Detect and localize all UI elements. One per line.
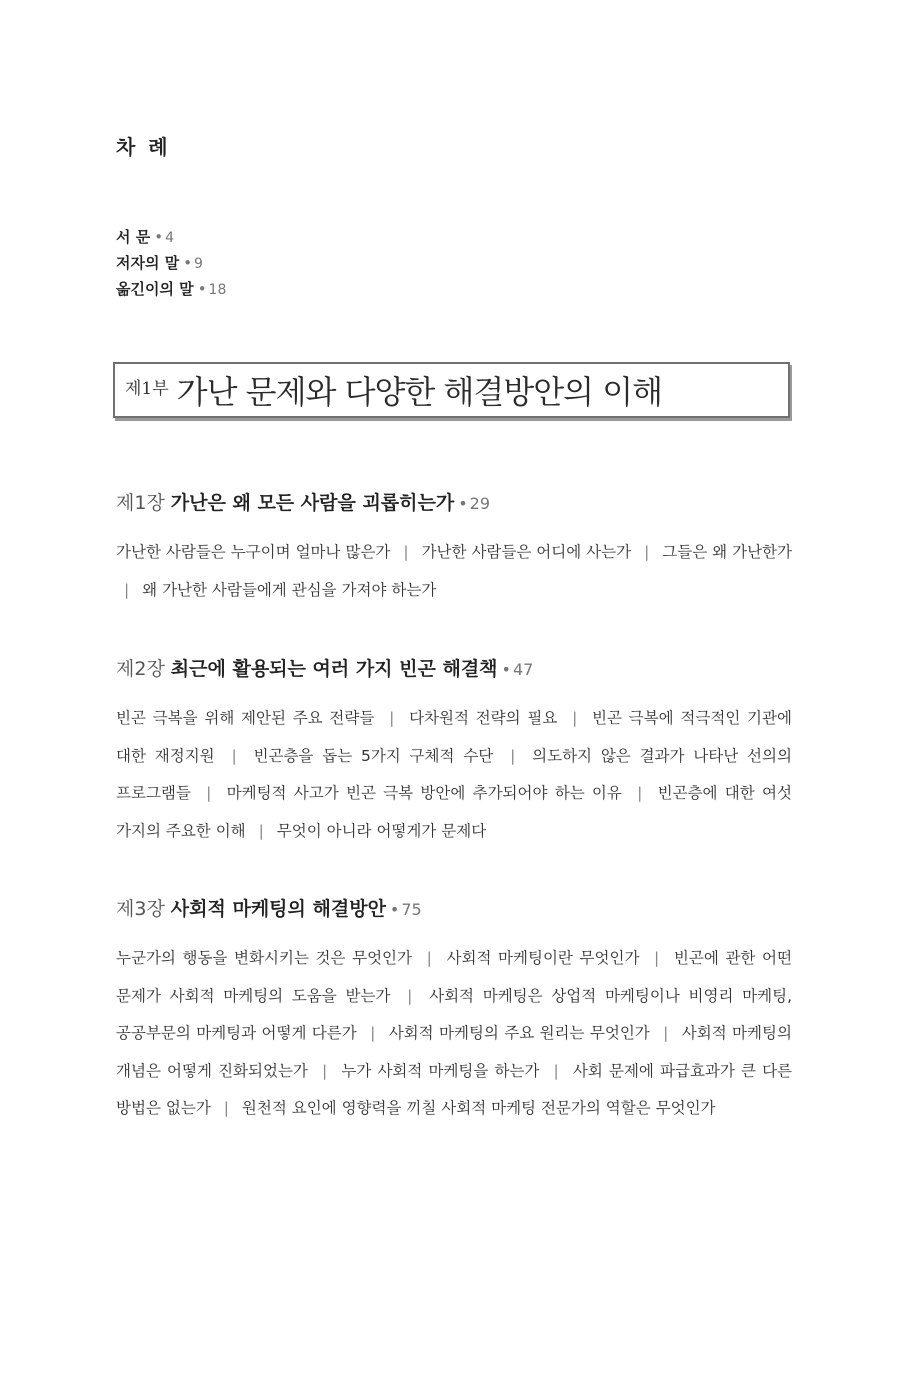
- chapter-label: 제3장: [116, 898, 165, 920]
- bullet-dot-icon: •: [154, 228, 164, 246]
- topic-item: 의도하지 않은 결과가 나타난 선의의 프로그램들: [116, 746, 792, 802]
- separator-bar: |: [258, 821, 264, 840]
- topic-item: 빈곤 극복을 위해 제안된 주요 전략들: [116, 709, 375, 727]
- topic-item: 마케팅적 사고가 빈곤 극복 방안에 추가되어야 하는 이유: [226, 784, 622, 802]
- separator-bar: |: [370, 1024, 376, 1042]
- separator-bar: |: [510, 746, 516, 765]
- front-matter-page: 4: [165, 230, 174, 246]
- bullet-dot-icon: •: [501, 660, 511, 679]
- separator-bar: |: [223, 1099, 229, 1117]
- topic-item: 다차원적 전략의 필요: [409, 709, 558, 727]
- part-label: 제1부: [125, 378, 169, 399]
- separator-bar: |: [322, 1061, 328, 1080]
- separator-bar: |: [389, 709, 395, 727]
- chapter-topics: [116, 534, 792, 609]
- separator-bar: |: [654, 949, 660, 967]
- topic-item: 사회적 마케팅의 주요 원리는 무엇인가: [388, 1024, 650, 1042]
- part-heading-box: [113, 362, 790, 418]
- topic-item: 사회 문제에 파급효과가 큰 다른 방법은 없는가: [116, 1061, 793, 1117]
- topic-item: 빈곤층에 대한 여섯 가지의 주요한 이해: [116, 784, 792, 840]
- bullet-dot-icon: •: [197, 280, 207, 298]
- topic-item: 가난한 사람들은 어디에 사는가: [421, 543, 632, 561]
- chapter-page: 29: [469, 494, 491, 513]
- topic-item: 왜 가난한 사람들에게 관심을 가져야 하는가: [142, 580, 437, 599]
- chapter-page: 75: [401, 900, 422, 919]
- front-matter-item: [116, 250, 226, 276]
- topic-item: 사회적 마케팅이란 무엇인가: [446, 949, 640, 967]
- topic-item: 빈곤 극복에 적극적인 기관에 대한 재정지원: [116, 709, 792, 765]
- front-matter-item: [116, 224, 226, 250]
- chapter-heading: [116, 656, 792, 683]
- topic-item: 빈곤층을 돕는 5가지 구체적 수단: [253, 746, 494, 765]
- separator-bar: |: [553, 1061, 559, 1080]
- bullet-dot-icon: •: [183, 254, 193, 272]
- front-matter-label: 서 문: [116, 228, 151, 246]
- chapter-title: 가난은 왜 모든 사람을 괴롭히는가: [170, 492, 455, 514]
- chapter-page: 47: [512, 660, 534, 679]
- front-matter-item: [116, 276, 226, 302]
- separator-bar: |: [407, 986, 413, 1005]
- front-matter-label: 저자의 말: [116, 254, 180, 272]
- separator-bar: |: [403, 543, 409, 561]
- part-title: 가난 문제와 다양한 해결방안의 이해: [176, 373, 663, 411]
- chapter-heading: [116, 896, 792, 923]
- front-matter-page: 9: [194, 256, 203, 272]
- chapter-1: [116, 490, 792, 609]
- topic-item: 무엇이 아니라 어떻게가 문제다: [276, 821, 487, 840]
- topic-item: 그들은 왜 가난한가: [662, 543, 792, 561]
- chapter-topics: [116, 700, 792, 850]
- topic-item: 원천적 요인에 영향력을 끼칠 사회적 마케팅 전문가의 역할은 무엇인가: [241, 1099, 716, 1117]
- chapter-title: 사회적 마케팅의 해결방안: [170, 898, 386, 920]
- separator-bar: |: [663, 1024, 669, 1042]
- chapter-label: 제1장: [116, 492, 165, 514]
- bullet-dot-icon: •: [389, 900, 400, 919]
- front-matter-list: [116, 224, 226, 302]
- separator-bar: |: [426, 949, 432, 967]
- separator-bar: |: [572, 709, 578, 727]
- separator-bar: |: [637, 784, 643, 802]
- topic-item: 사회적 마케팅은 상업적 마케팅이나 비영리 마케팅, 공공부문의 마케팅과 어떻게 다른가: [116, 986, 793, 1042]
- chapter-heading: [116, 490, 792, 517]
- separator-bar: |: [206, 784, 212, 802]
- topic-item: 가난한 사람들은 누구이며 얼마나 많은가: [116, 543, 391, 561]
- separator-bar: |: [644, 543, 650, 561]
- separator-bar: |: [231, 746, 237, 765]
- chapter-label: 제2장: [116, 658, 165, 680]
- chapter-2: [116, 656, 792, 850]
- chapter-3: [116, 896, 792, 1128]
- toc-title: 차 례: [116, 135, 171, 159]
- separator-bar: |: [124, 580, 130, 599]
- front-matter-label: 옮긴이의 말: [116, 280, 194, 298]
- chapter-title: 최근에 활용되는 여러 가지 빈곤 해결책: [170, 658, 498, 680]
- topic-item: 누가 사회적 마케팅을 하는가: [341, 1061, 540, 1080]
- chapter-topics: [116, 940, 792, 1128]
- topic-item: 누군가의 행동을 변화시키는 것은 무엇인가: [116, 949, 413, 967]
- topic-item: 사회적 마케팅의 개념은 어떻게 진화되었는가: [116, 1024, 792, 1080]
- topic-item: 빈곤에 관한 어떤 문제가 사회적 마케팅의 도움을 받는가: [116, 949, 792, 1005]
- front-matter-page: 18: [208, 282, 227, 298]
- bullet-dot-icon: •: [458, 494, 468, 513]
